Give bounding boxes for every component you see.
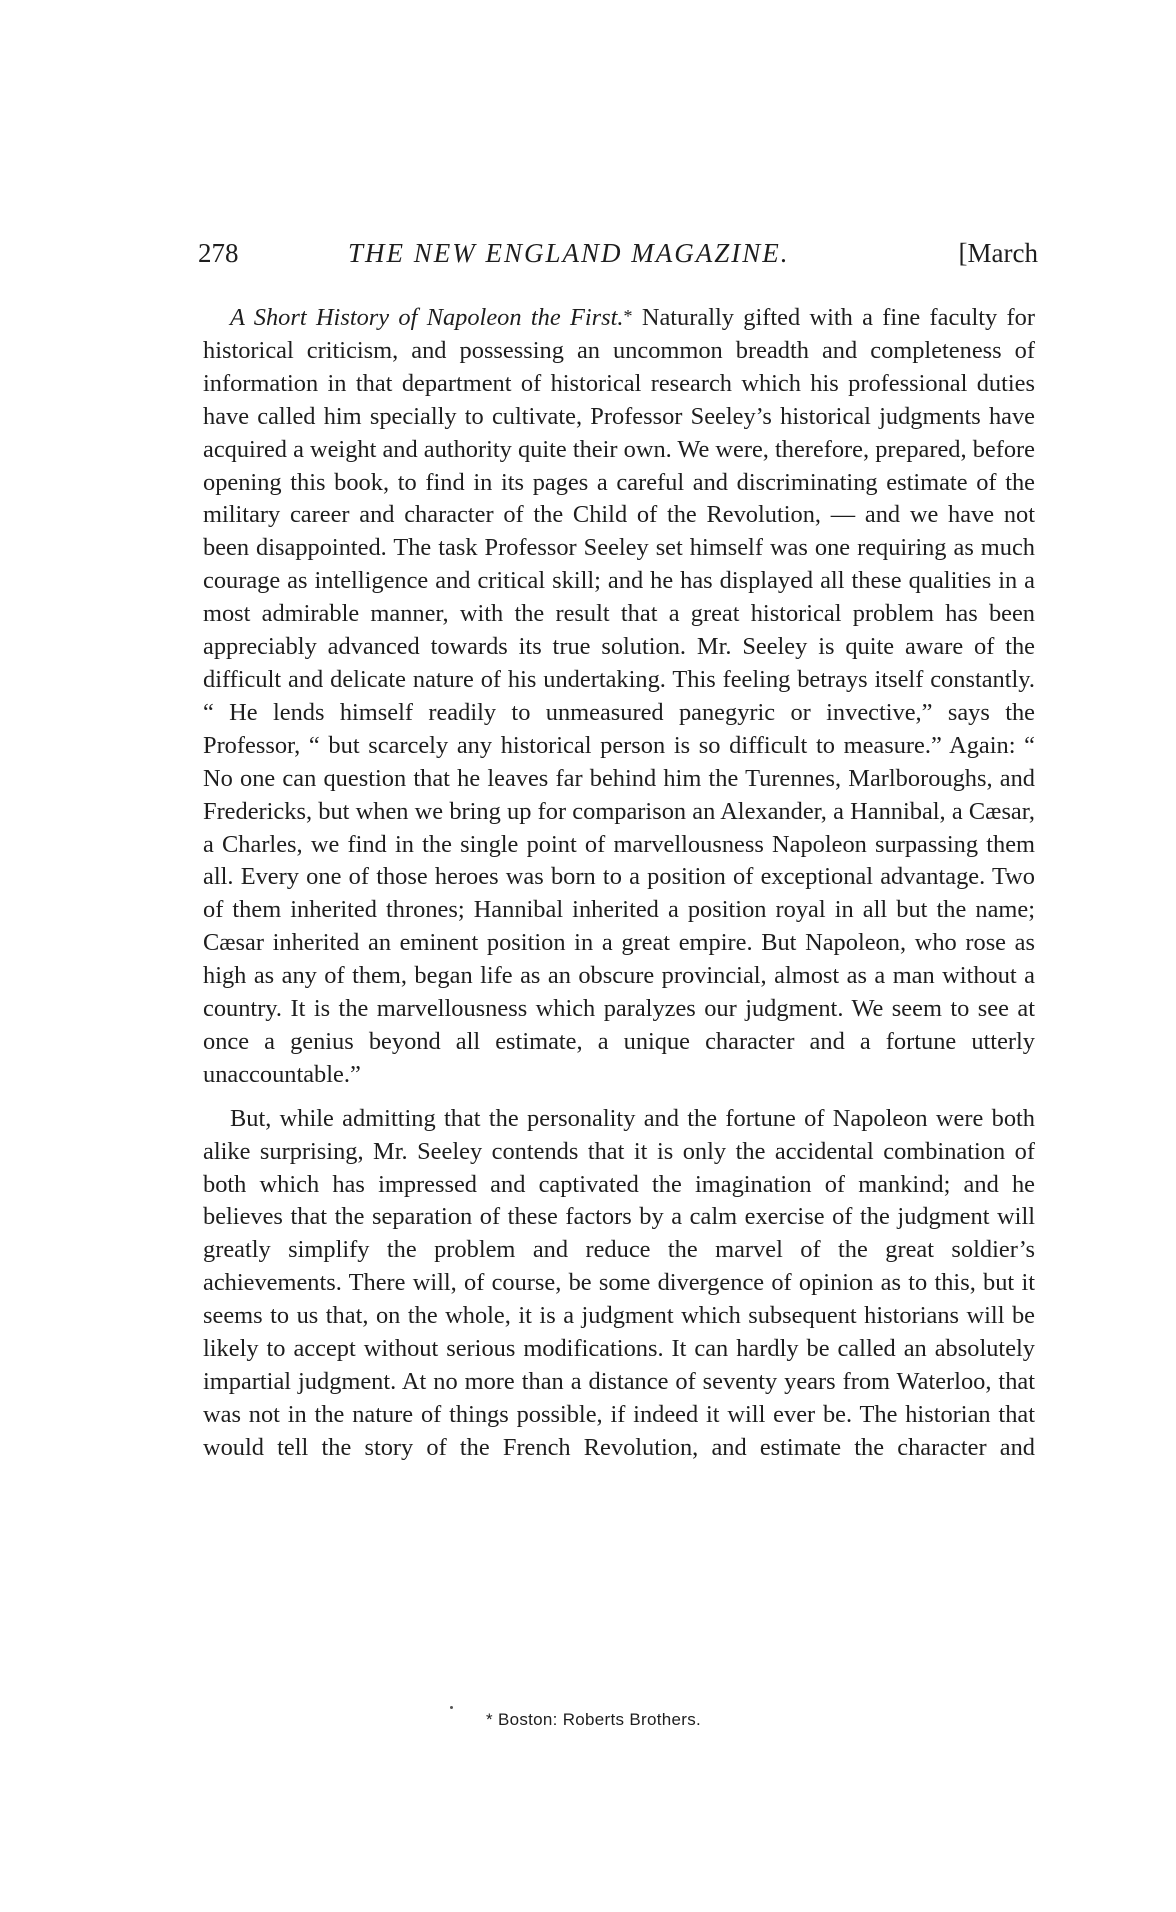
paragraph-2: But, while admitting that the personality and the fortune of Napoleon were both alike surprising, Mr. Seeley contends that it is only the accidental combination of both which has impressed and captivated the imagination of mankind; and he believes that the separation of these factors by a calm exercise of the judgment will greatly simplify the problem and reduce the marvel of the great soldier’s achievements. There will, of course, be some divergence of opinion as to this, but it seems to us that, on the whole, it is a judgment which subsequent historians will be likely to accept without serious modifications. It can hardly be called an absolutely impartial judgment. At no more than a distance of seventy years from Waterloo, that was not in the nature of things possible, if indeed it will ever be. The historian that would tell the story of the French Revolution, and estimate the character and	[203, 1104, 1035, 1461]
running-head	[198, 238, 1038, 278]
footnote-marker: *	[623, 306, 633, 326]
book-title: A Short History of Napoleon the First.	[230, 304, 624, 331]
paragraph-1	[203, 302, 1035, 1092]
page-number: 278	[198, 238, 239, 268]
print-speck	[450, 1706, 453, 1709]
issue-month: [March	[958, 238, 1038, 268]
journal-title: THE NEW ENGLAND MAGAZINE.	[348, 238, 790, 268]
footnote: * Boston: Roberts Brothers.	[486, 1710, 702, 1729]
paragraph-1-text: Naturally gifted with a fine faculty for historical criticism, and possessing an uncommon breadth and completeness of information in that department of historical research which his professional duties have called him specially to cultivate, Professor Seeley’s historical judgments have acquired a weight and authority quite their own. We were, therefore, prepared, before opening this book, to find in its pages a careful and discriminating estimate of the military career and character of the Child of the Revolution, — and we have not been disappointed. The task Professor Seeley set himself was one requiring as much courage as intelligence and critical skill; and he has displayed all these qualities in a most admirable manner, with the result that a great historical problem has been appreciably advanced towards its true solution. Mr. Seeley is quite aware of the difficult and delicate nature of his undertaking. This feeling betrays itself constantly. “ He lends himself readily to unmeasured panegyric or invective,” says the Professor, “ but scarcely any historical person is so difficult to measure.” Again: “ No one can question that he leaves far behind him the Turennes, Marlboroughs, and Fredericks, but when we bring up for comparison an Alexander, a Hannibal, a Cæsar, a Charles, we find in the single point of marvellousness Napoleon surpassing them all. Every one of those heroes was born to a position of exceptional advantage. Two of them inherited thrones; Hannibal inherited a position royal in all but the name; Cæsar inherited an eminent position in a great empire. But Napoleon, who rose as high as any of them, began life as an obscure provincial, almost as a man without a country. It is the marvellousness which paralyzes our judgment. We seem to see at once a genius beyond all estimate, a unique character and a fortune utterly unaccountable.”	[203, 304, 1035, 1088]
article-body	[203, 302, 1035, 1465]
